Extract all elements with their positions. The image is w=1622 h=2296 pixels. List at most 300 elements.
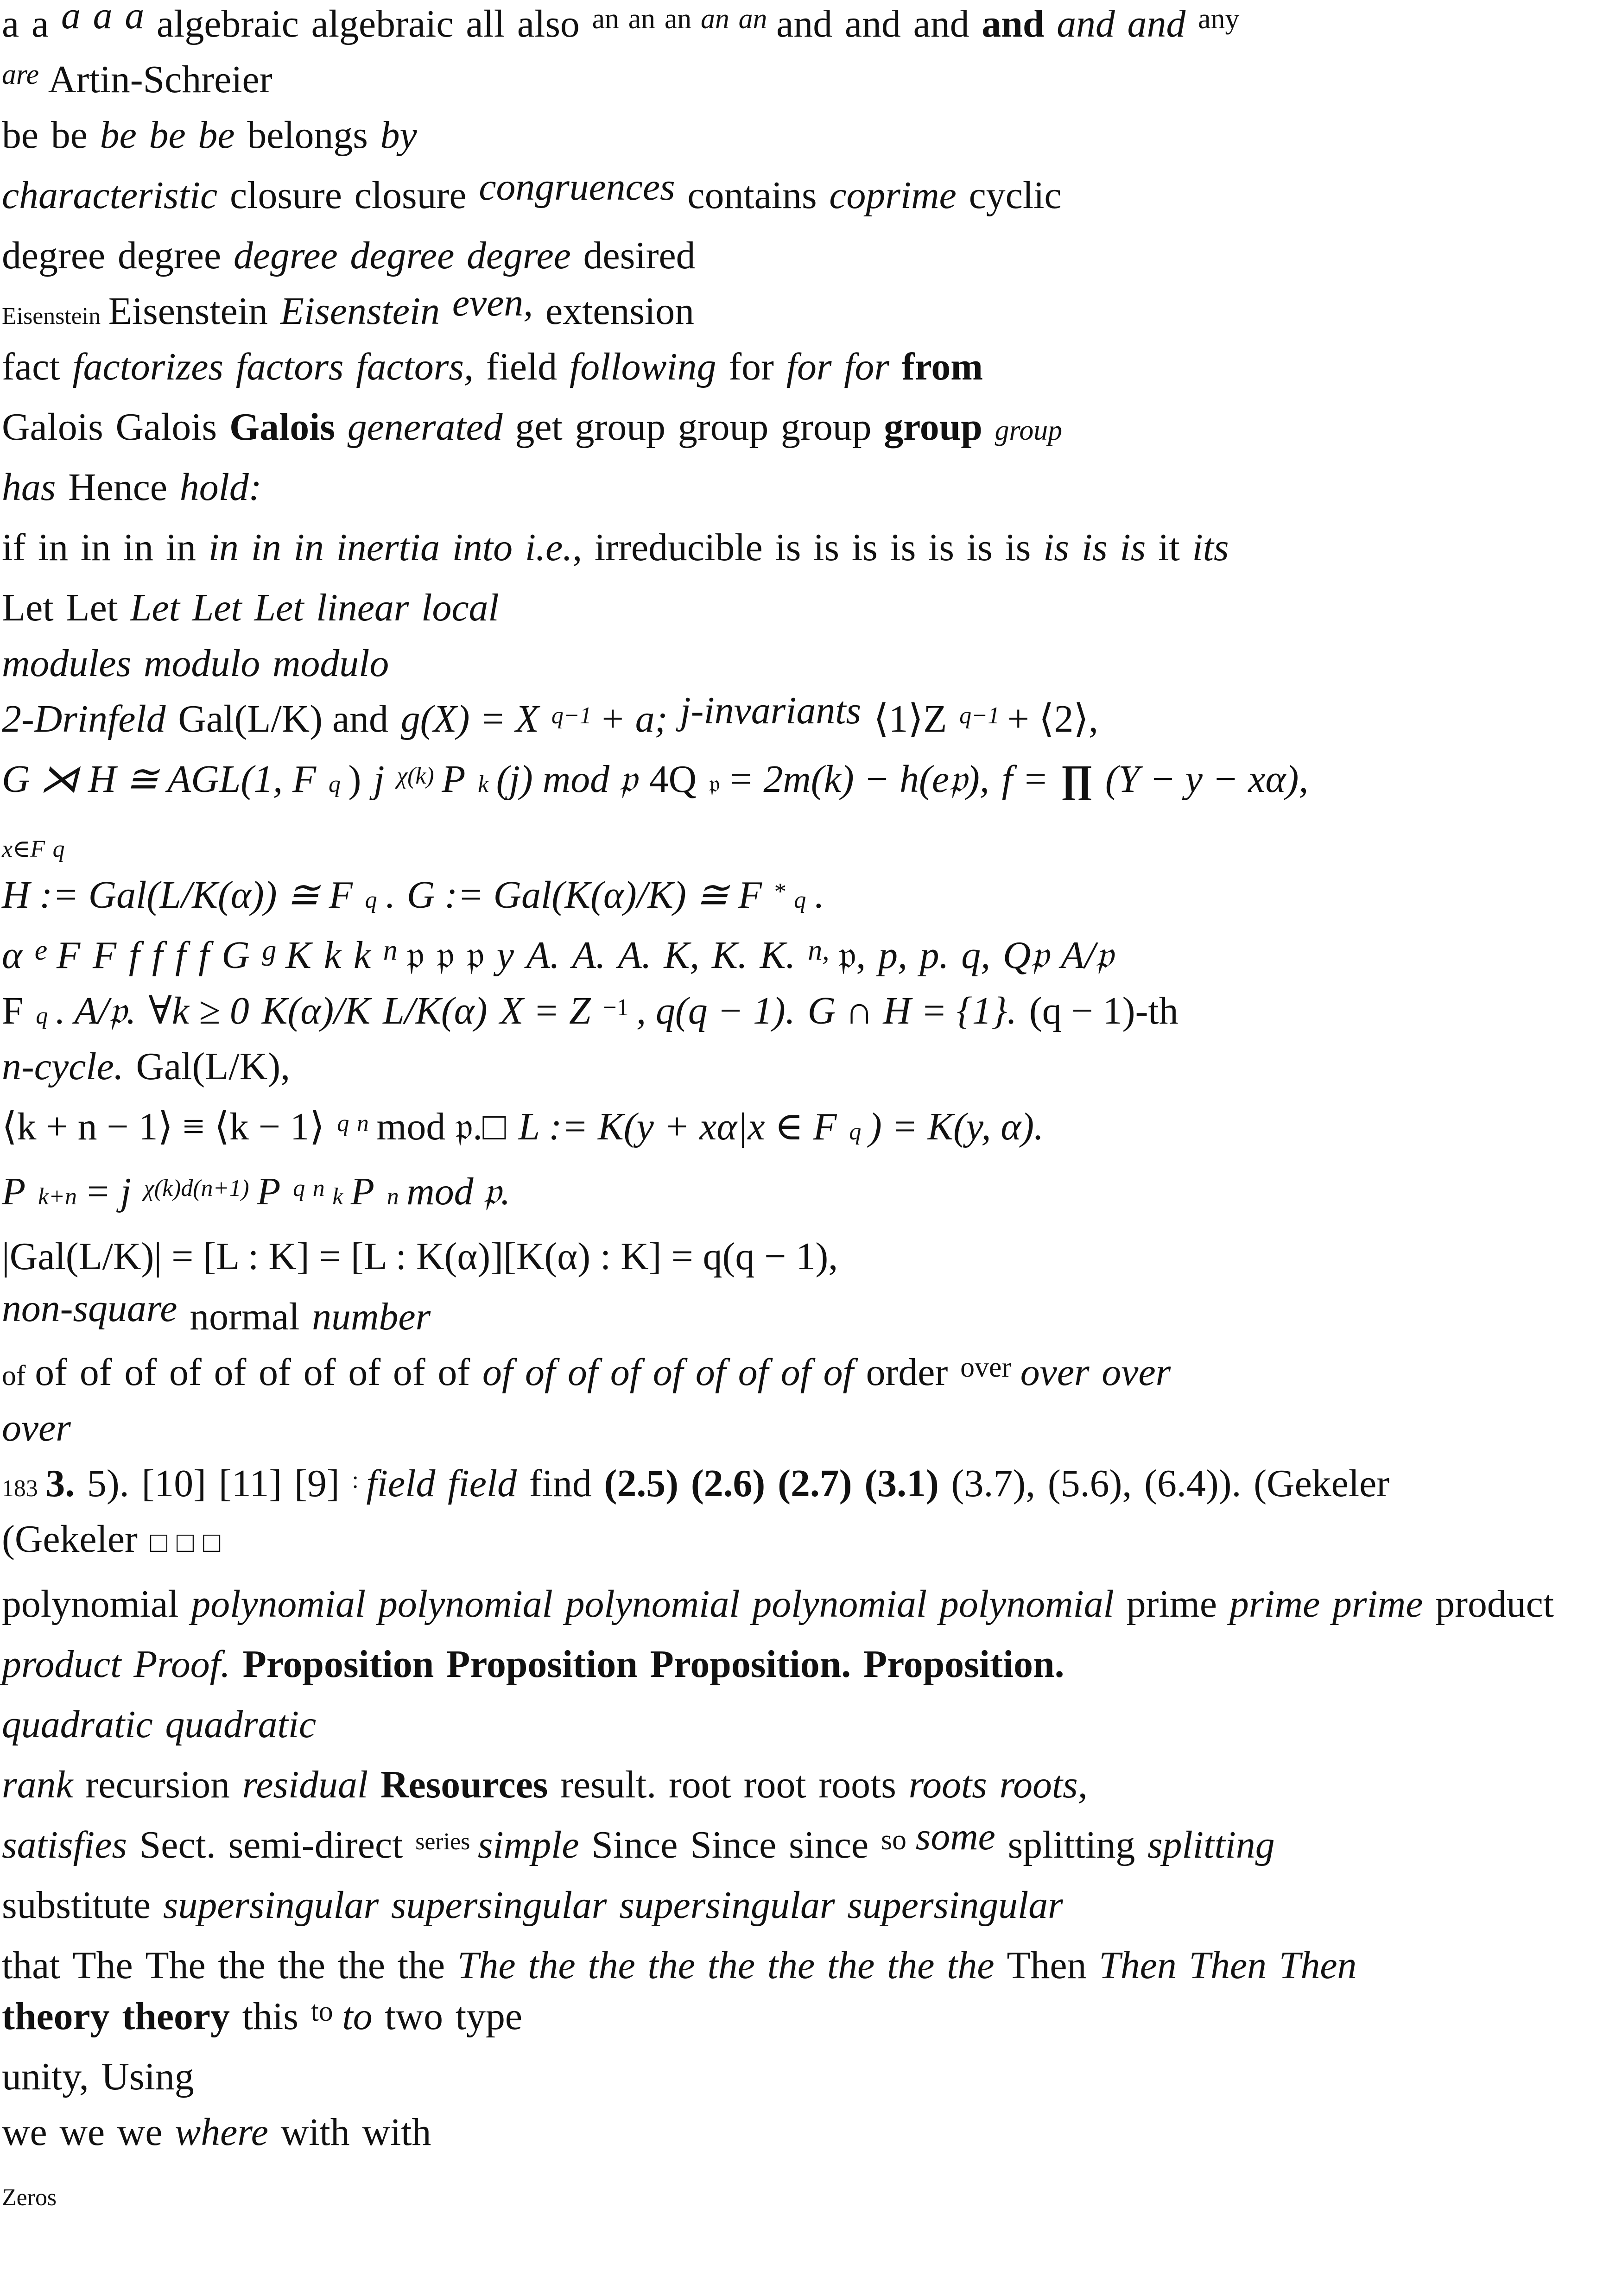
text-line <box>2 1581 1619 1627</box>
word-fragment: is <box>1005 526 1031 569</box>
word-fragment: quadratic <box>2 1703 153 1746</box>
word-fragment: inertia <box>336 526 440 569</box>
text-line <box>2 821 1619 873</box>
word-fragment: f <box>152 934 163 977</box>
text-line <box>2 1762 1619 1808</box>
word-fragment: L/K(α) <box>383 989 488 1032</box>
word-fragment: G := Gal(K(α)/K) ≅ F <box>406 873 762 917</box>
word-fragment: and <box>1057 2 1115 45</box>
word-fragment: an <box>628 3 656 35</box>
word-fragment: desired <box>583 234 696 277</box>
word-fragment: The <box>457 1944 516 1987</box>
word-fragment: group <box>781 405 872 449</box>
word-fragment: Let <box>2 586 54 629</box>
word-fragment: . <box>813 873 824 917</box>
text-line <box>2 112 1619 158</box>
word-fragment: y <box>496 934 514 977</box>
word-fragment: mod 𝔭.□ <box>376 1105 506 1148</box>
word-fragment: f <box>175 934 186 977</box>
word-fragment: of <box>482 1351 513 1394</box>
word-fragment: □ <box>176 1527 194 1558</box>
word-fragment: * <box>774 879 786 905</box>
word-fragment: Proof. <box>133 1643 230 1686</box>
word-fragment: degree <box>350 234 455 277</box>
text-line <box>2 585 1619 631</box>
word-fragment: polynomial <box>2 1582 179 1626</box>
word-fragment: K. <box>712 934 748 977</box>
word-fragment: q <box>794 887 806 913</box>
word-fragment: irreducible <box>594 526 763 569</box>
word-fragment: polynomial <box>378 1582 553 1626</box>
word-fragment: residual <box>242 1763 368 1806</box>
word-fragment: with <box>362 2111 431 2154</box>
word-fragment: 𝔭 <box>709 771 720 797</box>
word-fragment: in <box>38 526 69 569</box>
word-fragment: and <box>844 2 901 45</box>
word-fragment: an <box>701 3 729 35</box>
word-fragment: a <box>2 2 19 45</box>
word-fragment: 5). <box>87 1462 129 1505</box>
word-fragment: [10] <box>141 1462 207 1505</box>
word-fragment: the <box>397 1944 445 1987</box>
word-fragment: Let <box>66 586 118 629</box>
word-fragment: of <box>695 1351 726 1394</box>
word-fragment: for <box>729 345 774 388</box>
word-fragment: find <box>529 1462 592 1505</box>
word-fragment: . <box>385 873 395 917</box>
word-fragment: supersingular <box>619 1884 835 1927</box>
word-fragment: factorizes <box>72 345 224 388</box>
word-fragment: the <box>337 1944 386 1987</box>
text-line <box>2 689 1619 747</box>
word-fragment: be <box>100 114 137 157</box>
word-fragment: from <box>901 345 983 388</box>
word-fragment: H := Gal(L/K(α)) ≅ F <box>2 873 353 917</box>
word-fragment: order <box>866 1351 948 1394</box>
word-fragment: G ∩ H = {1}. <box>807 989 1017 1032</box>
word-fragment: f <box>128 934 140 977</box>
word-fragment: so <box>881 1824 906 1856</box>
word-fragment: |Gal(L/K)| = [L : K] = [L : K(α)][K(α) : K] = q(q − 1), <box>2 1235 838 1278</box>
word-fragment: (Gekeler <box>2 1518 138 1561</box>
word-fragment: q−1 <box>551 702 592 729</box>
word-fragment: hold: <box>179 466 262 509</box>
word-fragment: of <box>525 1351 556 1394</box>
word-fragment: with <box>280 2111 350 2154</box>
word-fragment: type <box>455 1995 523 2038</box>
text-line <box>2 1287 1619 1340</box>
word-fragment: root <box>668 1763 731 1806</box>
word-fragment: coprime <box>829 174 957 217</box>
text-line <box>2 1405 1619 1451</box>
word-fragment: the <box>767 1944 815 1987</box>
text-line <box>2 57 1619 106</box>
word-fragment: The <box>72 1944 133 1987</box>
word-fragment: degree <box>2 234 106 277</box>
word-fragment: are <box>2 59 39 90</box>
word-fragment: n, <box>808 935 830 966</box>
word-fragment: of <box>393 1351 425 1394</box>
word-fragment: ) <box>348 758 361 801</box>
word-fragment: K. <box>760 934 796 977</box>
word-fragment: A. <box>618 934 652 977</box>
word-fragment: q <box>293 1175 305 1202</box>
word-fragment: is <box>813 526 840 569</box>
word-fragment: in <box>208 526 239 569</box>
word-fragment: field <box>486 345 558 388</box>
word-fragment: in <box>80 526 111 569</box>
word-fragment: q <box>365 887 377 913</box>
word-fragment: F <box>2 989 24 1032</box>
word-fragment: χ(k)d(n+1) <box>144 1175 249 1202</box>
word-fragment: generated <box>347 405 503 449</box>
word-fragment: Then <box>1189 1944 1267 1987</box>
word-fragment: theory <box>122 1995 230 2038</box>
word-fragment: field <box>366 1462 436 1505</box>
word-fragment: of <box>303 1351 336 1394</box>
word-fragment: (3.7), <box>951 1462 1036 1505</box>
text-line <box>2 1516 1619 1566</box>
word-fragment: of <box>169 1351 202 1394</box>
word-fragment: of <box>259 1351 291 1394</box>
word-fragment: Proposition. <box>863 1643 1064 1686</box>
text-line <box>2 2169 1619 2221</box>
word-fragment: the <box>827 1944 875 1987</box>
word-fragment: (5.6), <box>1047 1462 1132 1505</box>
word-fragment: its <box>1192 526 1229 569</box>
word-fragment: fact <box>2 345 60 388</box>
word-fragment: L := K(y + xα|x ∈ F <box>518 1105 837 1148</box>
word-fragment: where <box>175 2111 268 2154</box>
word-fragment: Eisenstein <box>2 303 101 329</box>
word-fragment: any <box>1198 3 1240 35</box>
text-line <box>2 281 1619 340</box>
word-fragment: an <box>592 3 619 35</box>
word-fragment: all <box>466 2 505 45</box>
word-fragment: modules <box>2 642 132 685</box>
word-fragment: a <box>93 0 113 37</box>
word-fragment: we <box>59 2111 105 2154</box>
word-fragment: field <box>448 1462 517 1505</box>
word-fragment: Proposition <box>242 1643 434 1686</box>
word-fragment: for <box>844 345 890 388</box>
word-fragment: q <box>328 771 341 797</box>
word-fragment: over <box>960 1352 1011 1383</box>
word-fragment: is <box>966 526 993 569</box>
word-fragment: K(α)/K <box>261 989 371 1032</box>
word-fragment: degree <box>117 234 222 277</box>
word-fragment: over <box>2 1406 71 1449</box>
word-fragment: mod 𝔭. <box>406 1170 511 1213</box>
word-fragment: be <box>149 114 186 157</box>
word-fragment: 4Q <box>649 758 697 801</box>
word-fragment: polynomial <box>191 1582 366 1626</box>
word-fragment: series <box>415 1828 470 1855</box>
word-fragment: A. <box>526 934 560 977</box>
word-fragment: q <box>36 1003 48 1029</box>
word-fragment: is <box>775 526 801 569</box>
word-fragment: □ <box>150 1527 168 1558</box>
word-fragment: Eisenstein <box>280 290 440 333</box>
word-fragment: for <box>786 345 832 388</box>
word-fragment: over <box>1020 1351 1090 1394</box>
word-fragment: in <box>293 526 324 569</box>
word-fragment: roots, <box>999 1763 1088 1806</box>
word-fragment: the <box>528 1944 576 1987</box>
word-fragment: j-invariants <box>680 689 862 732</box>
word-fragment: Then <box>1279 1944 1357 1987</box>
word-fragment: q <box>849 1119 862 1145</box>
word-fragment: Sect. <box>139 1823 216 1866</box>
word-fragment: roots <box>908 1763 987 1806</box>
word-fragment: . A/𝔭. <box>55 989 136 1032</box>
word-fragment: [9] <box>294 1462 340 1505</box>
word-fragment: supersingular <box>163 1884 379 1927</box>
word-fragment: Proposition. <box>650 1643 851 1686</box>
word-fragment: 𝔭 <box>437 934 455 977</box>
word-fragment: a <box>61 0 81 37</box>
text-line <box>2 1044 1619 1090</box>
word-fragment: Artin-Schreier <box>48 58 272 101</box>
word-fragment: rank <box>2 1763 73 1806</box>
word-fragment: i.e., <box>525 526 583 569</box>
word-fragment: some <box>915 1815 995 1858</box>
word-fragment: 3. <box>45 1462 75 1505</box>
word-fragment: e <box>34 935 48 966</box>
word-fragment: Let <box>254 586 304 629</box>
word-fragment: (3.1) <box>864 1462 939 1505</box>
text-line <box>2 640 1619 687</box>
word-fragment: K <box>285 934 312 977</box>
word-fragment: closure <box>354 174 467 217</box>
word-fragment: of <box>653 1351 684 1394</box>
word-fragment: ⟨1⟩Z <box>873 697 947 740</box>
word-fragment: of <box>437 1351 470 1394</box>
word-fragment: has <box>2 466 56 509</box>
word-fragment: Since <box>591 1823 678 1866</box>
word-fragment: Gal(L/K) and <box>178 697 388 740</box>
word-fragment: over <box>1102 1351 1171 1394</box>
word-fragment: of <box>823 1351 854 1394</box>
text-line <box>2 1882 1619 1929</box>
word-fragment: Hence <box>68 466 168 509</box>
word-fragment: non-square <box>2 1287 177 1330</box>
word-fragment: group <box>678 405 769 449</box>
word-fragment: = 2m(k) − h(e𝔭), <box>727 758 989 801</box>
word-fragment: A/𝔭 <box>1061 934 1113 977</box>
word-fragment: = j <box>84 1170 132 1213</box>
word-fragment: extension <box>545 290 695 333</box>
word-fragment: Zeros <box>2 2184 57 2211</box>
word-fragment: ⟨k + n − 1⟩ ≡ ⟨k − 1⟩ <box>2 1105 325 1148</box>
word-fragment: quadratic <box>165 1703 317 1746</box>
word-fragment: x∈F <box>2 836 45 862</box>
word-fragment: + ⟨2⟩, <box>1007 697 1098 740</box>
word-fragment: and <box>982 2 1045 45</box>
word-fragment: a <box>31 2 49 45</box>
word-fragment: simple <box>477 1823 579 1866</box>
word-fragment: the <box>588 1944 635 1987</box>
word-fragment: and <box>776 2 833 45</box>
text-line <box>2 1701 1619 1748</box>
word-fragment: K, <box>664 934 700 977</box>
word-fragment: X = Z <box>500 989 591 1032</box>
word-fragment: A. <box>572 934 606 977</box>
word-fragment: χ(k) <box>397 763 434 789</box>
word-fragment: (2.5) <box>604 1462 679 1505</box>
text-line <box>2 1641 1619 1688</box>
word-fragment: factors, <box>356 345 474 388</box>
word-fragment: into <box>452 526 513 569</box>
word-fragment: −1 <box>603 994 629 1021</box>
word-fragment: (Gekeler <box>1254 1462 1390 1505</box>
word-fragment: product <box>2 1643 121 1686</box>
word-fragment: □ <box>203 1527 221 1558</box>
word-fragment: belongs <box>247 114 368 157</box>
word-fragment: Using <box>101 2055 194 2098</box>
word-fragment: : <box>352 1467 359 1493</box>
word-fragment: Galois <box>115 405 217 449</box>
word-fragment: k <box>332 1183 343 1210</box>
word-fragment: n <box>312 1175 325 1202</box>
text-line <box>2 872 1619 923</box>
word-fragment: polynomial <box>939 1582 1114 1626</box>
word-fragment: (2.7) <box>778 1462 852 1505</box>
word-fragment: prime <box>1332 1582 1423 1626</box>
text-line <box>2 1815 1619 1873</box>
word-fragment: is <box>1043 526 1070 569</box>
word-fragment: (j) mod 𝔭 <box>496 758 637 801</box>
word-fragment: characteristic <box>2 174 218 217</box>
word-fragment: the <box>647 1944 695 1987</box>
word-fragment: Let <box>130 586 180 629</box>
word-fragment: of <box>567 1351 598 1394</box>
text-line <box>2 1233 1619 1280</box>
word-fragment: of <box>214 1351 247 1394</box>
text-line <box>2 2054 1619 2100</box>
word-fragment: group <box>884 405 982 449</box>
word-fragment: Eisenstein <box>108 290 268 333</box>
word-fragment: g(X) = X <box>400 697 539 740</box>
word-fragment: k+n <box>38 1183 77 1210</box>
word-fragment: is <box>928 526 955 569</box>
word-fragment: 𝔭, <box>838 934 866 977</box>
word-fragment: substitute <box>2 1884 151 1927</box>
word-fragment: normal <box>190 1295 300 1338</box>
word-fragment: (2.6) <box>691 1462 766 1505</box>
word-fragment: the <box>278 1944 325 1987</box>
word-fragment: modulo <box>272 642 389 685</box>
word-fragment: group <box>575 405 666 449</box>
word-fragment: Proposition <box>446 1643 638 1686</box>
word-fragment: splitting <box>1007 1823 1135 1866</box>
word-fragment: an <box>664 3 692 35</box>
word-fragment: the <box>707 1944 755 1987</box>
word-fragment: be <box>51 114 88 157</box>
word-fragment: even, <box>452 281 533 324</box>
word-fragment: k <box>478 771 489 797</box>
word-fragment: in <box>165 526 196 569</box>
word-fragment: is <box>890 526 916 569</box>
text-line <box>2 1 1619 51</box>
word-fragment: G ⋊ H ≅ AGL(1, F <box>2 758 317 801</box>
word-fragment: two <box>385 1995 444 2038</box>
word-fragment: this <box>242 1995 298 2038</box>
word-fragment: f = <box>1001 758 1049 801</box>
word-fragment: product <box>1435 1582 1554 1626</box>
word-fragment: modulo <box>143 642 260 685</box>
word-fragment: the <box>887 1944 935 1987</box>
word-fragment: (6.4)). <box>1144 1462 1242 1505</box>
word-fragment: linear <box>316 586 409 629</box>
word-fragment: Let <box>192 586 242 629</box>
word-fragment: a <box>125 0 145 37</box>
word-fragment: in <box>123 526 154 569</box>
word-fragment: semi-direct <box>228 1823 403 1866</box>
word-fragment: supersingular <box>847 1884 1063 1927</box>
text-line <box>2 2109 1619 2156</box>
word-fragment: P <box>442 758 466 801</box>
word-fragment: ∏ <box>1061 758 1093 801</box>
word-fragment: group <box>995 415 1063 446</box>
text-line <box>2 932 1619 982</box>
word-fragment: ) = K(y, α). <box>868 1105 1044 1148</box>
word-fragment: be <box>2 114 39 157</box>
word-fragment: number <box>312 1295 431 1338</box>
word-fragment: [11] <box>218 1462 282 1505</box>
word-fragment: and <box>913 2 969 45</box>
word-fragment: P <box>350 1170 374 1213</box>
word-fragment: The <box>145 1944 206 1987</box>
word-fragment: closure <box>230 174 342 217</box>
word-fragment: factors <box>235 345 344 388</box>
word-fragment: that <box>2 1944 60 1987</box>
word-fragment: congruences <box>479 165 675 209</box>
word-fragment: g <box>262 935 277 966</box>
text-line <box>2 756 1619 808</box>
word-fragment: Galois <box>2 405 103 449</box>
word-fragment: 𝔭 <box>406 934 425 977</box>
word-fragment: result. <box>560 1763 657 1806</box>
word-fragment: we <box>2 2111 47 2154</box>
word-fragment: of <box>79 1351 112 1394</box>
word-fragment: is <box>1081 526 1108 569</box>
word-fragment: α <box>2 934 22 977</box>
word-fragment: Since <box>690 1823 777 1866</box>
word-fragment: splitting <box>1147 1823 1275 1866</box>
word-fragment: and <box>1127 2 1186 45</box>
word-fragment: in <box>251 526 281 569</box>
word-fragment: n-cycle. <box>2 1045 124 1088</box>
word-fragment: the <box>947 1944 995 1987</box>
word-fragment: Q𝔭 <box>1002 934 1049 977</box>
word-fragment: also <box>517 2 580 45</box>
word-fragment: Resources <box>380 1763 548 1806</box>
word-fragment: of <box>2 1360 26 1392</box>
word-fragment: an <box>738 3 767 35</box>
word-fragment: roots <box>818 1763 896 1806</box>
word-fragment: Then <box>1007 1944 1087 1987</box>
word-fragment: n <box>356 1110 369 1137</box>
word-fragment: recursion <box>85 1763 230 1806</box>
word-fragment: n <box>386 1183 399 1210</box>
word-fragment: 𝔭 <box>466 934 484 977</box>
word-fragment: p. <box>919 934 949 977</box>
word-fragment: get <box>515 405 563 449</box>
word-fragment: algebraic <box>311 2 454 45</box>
word-fragment: since <box>789 1823 869 1866</box>
word-fragment: Gal(L/K), <box>136 1045 291 1088</box>
